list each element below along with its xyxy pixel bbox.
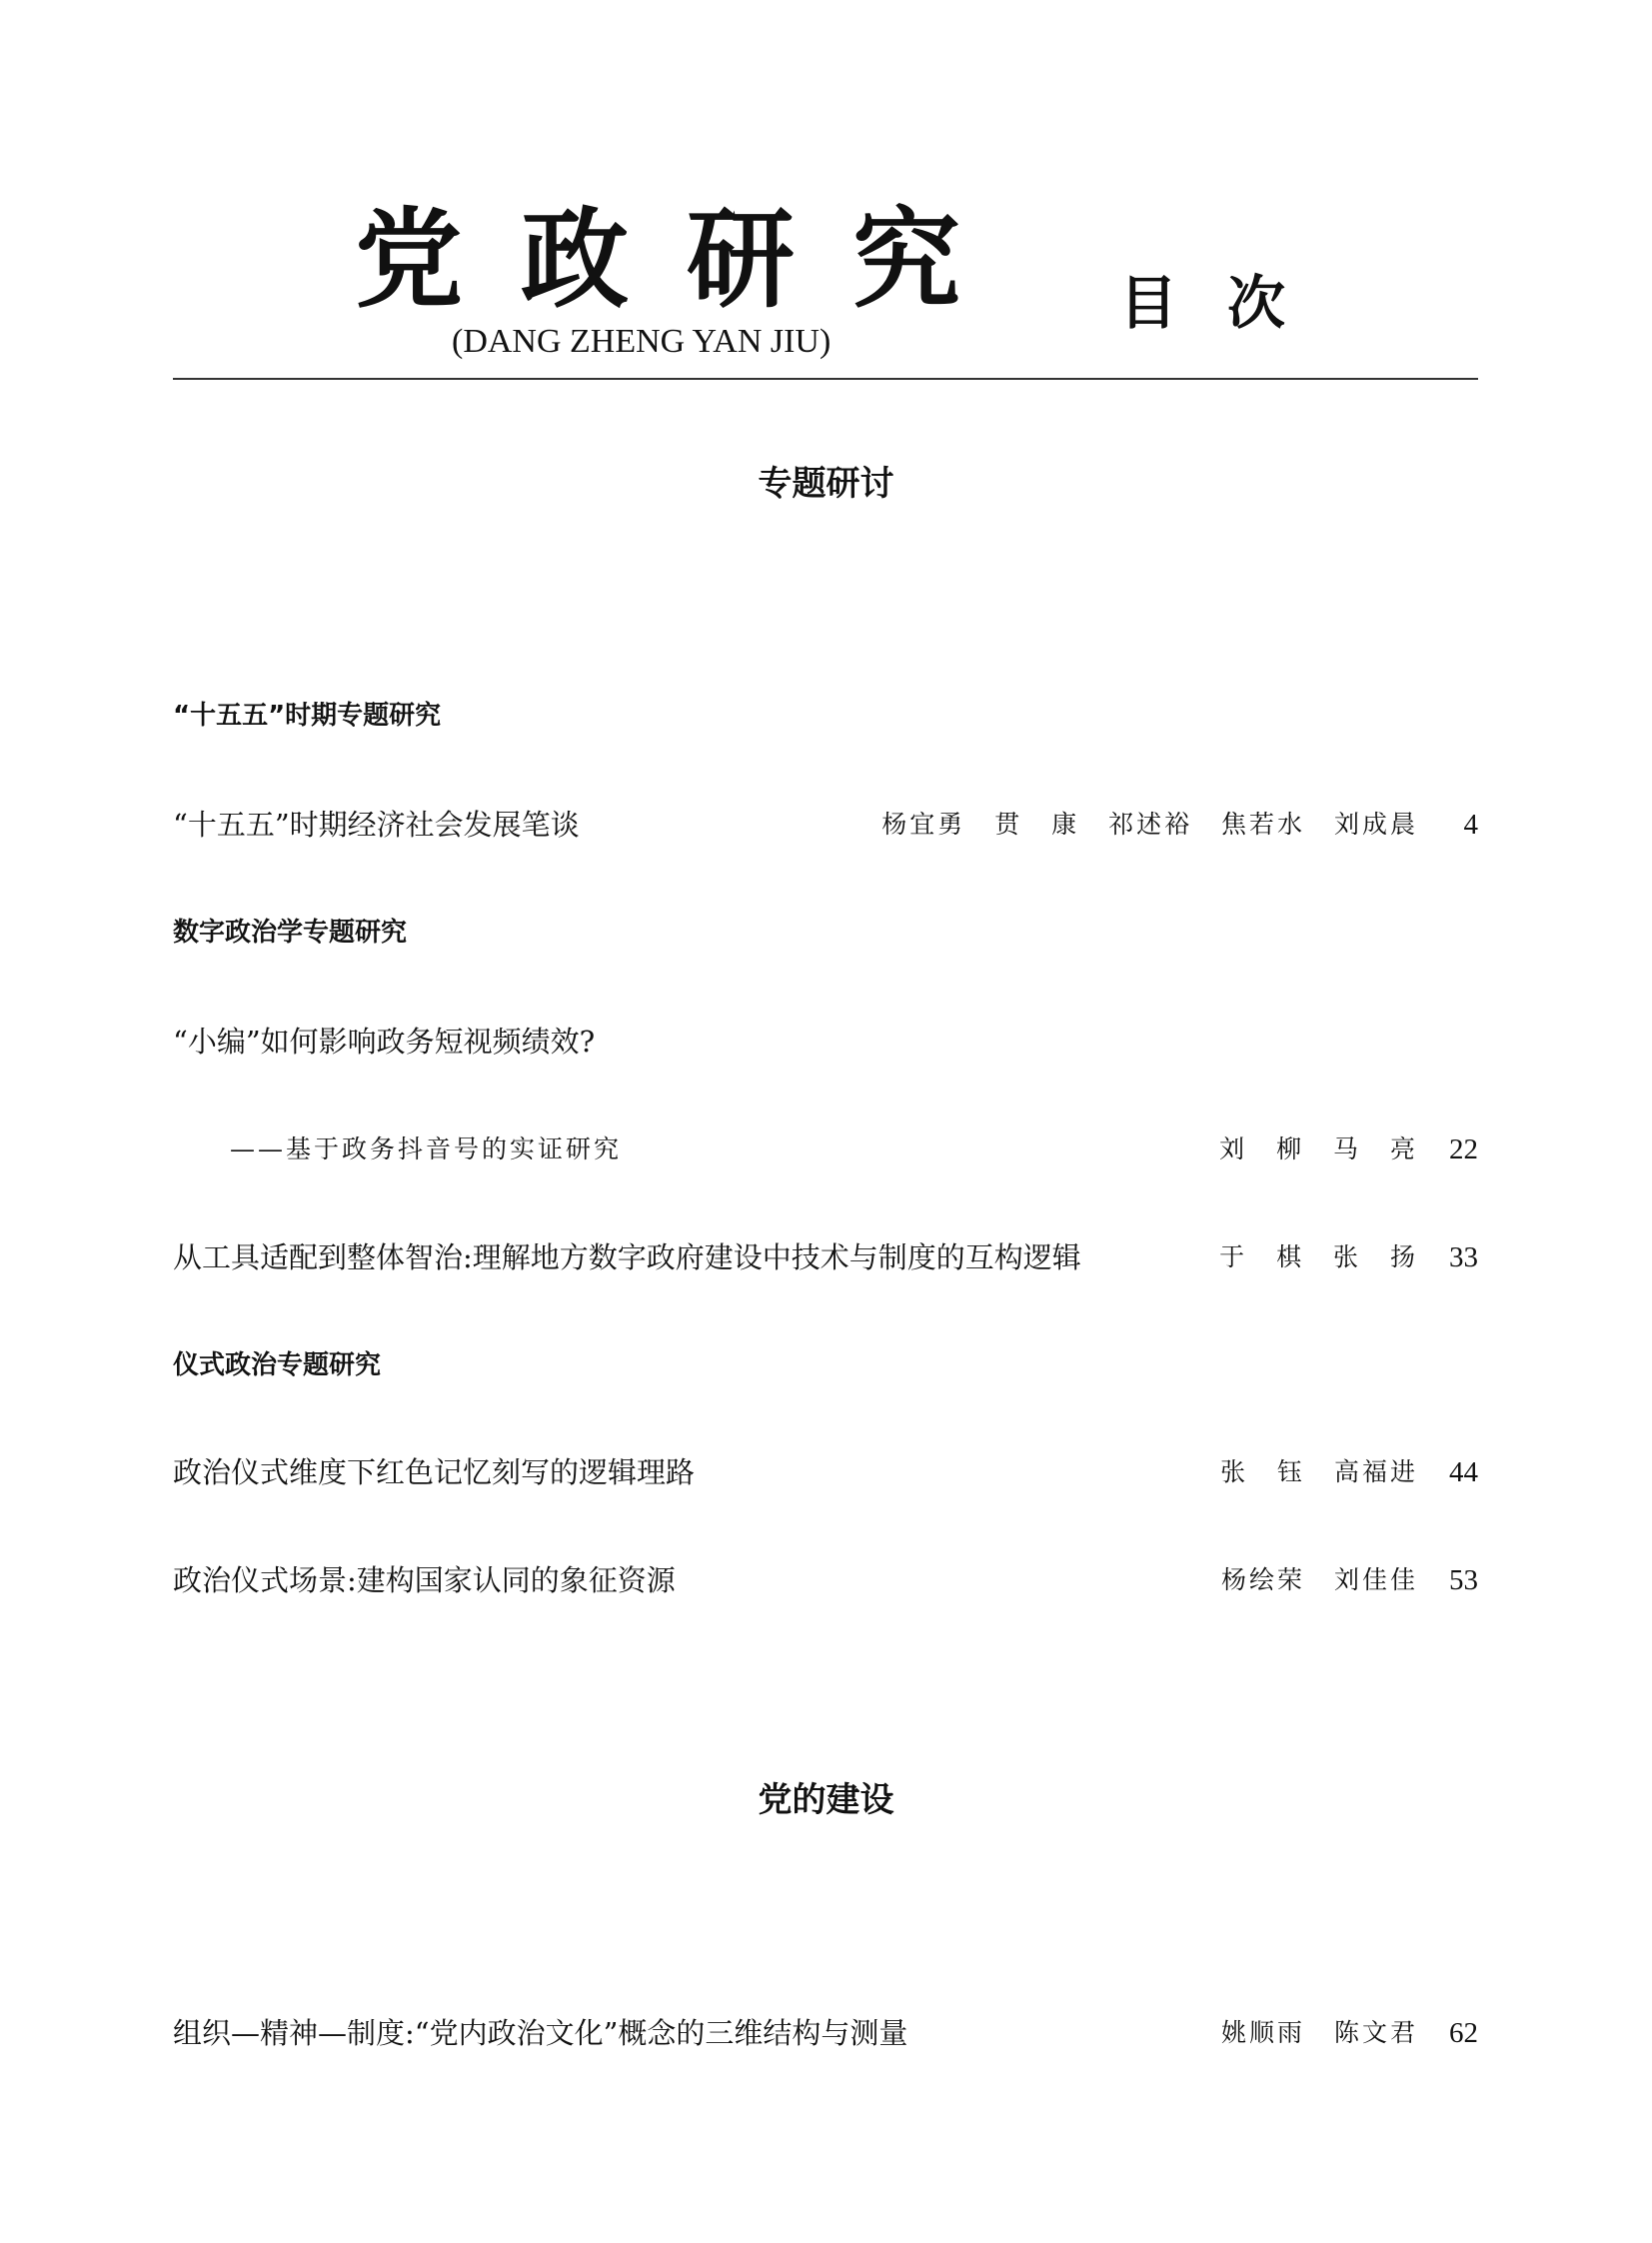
group-heading-15th-five-year: “十五五”时期专题研究 [173,701,442,731]
entry-title[interactable]: “小编”如何影响政务短视频绩效? [173,1025,596,1059]
entry-authors: 张 钰 高福进 [1220,1457,1418,1486]
group-heading-digital-politics: 数字政治学专题研究 [173,918,408,948]
entry-title[interactable]: 政治仪式维度下红色记忆刻写的逻辑理路 [173,1455,696,1489]
journal-pinyin: (DANG ZHENG YAN JIU) [452,323,831,360]
toc-entry[interactable] [173,1022,1478,1062]
journal-title: 党政研究 [355,197,1019,323]
entry-authors: 杨宜勇 贯 康 祁述裕 焦若水 刘成晨 [881,810,1418,839]
entry-authors: 姚顺雨 陈文君 [1221,2018,1418,2047]
entry-authors: 杨绘荣 刘佳佳 [1221,1565,1418,1594]
group-heading-ritual-politics: 仪式政治专题研究 [173,1350,382,1380]
entry-authors: 于 棋 张 扬 [1219,1242,1418,1271]
toc-entry[interactable] [173,1452,1478,1492]
entry-page-number: 62 [1449,2017,1478,2049]
toc-entry[interactable] [173,1560,1478,1600]
section-title-party-building: 党的建设 [758,1780,894,1820]
entry-page-number: 33 [1449,1241,1478,1273]
toc-entry-continuation[interactable] [173,1129,1478,1169]
toc-entry[interactable] [173,1237,1478,1277]
entry-page-number: 44 [1449,1456,1478,1488]
entry-title[interactable]: “十五五”时期经济社会发展笔谈 [173,808,580,842]
entry-authors: 刘 柳 马 亮 [1219,1134,1418,1163]
entry-title[interactable]: 从工具适配到整体智治:理解地方数字政府建设中技术与制度的互构逻辑 [173,1240,1081,1274]
toc-entry[interactable] [173,805,1478,845]
masthead-divider [173,378,1478,380]
entry-title[interactable]: 组织—精神—制度:“党内政治文化”概念的三维结构与测量 [173,2016,908,2050]
entry-title[interactable]: 政治仪式场景:建构国家认同的象征资源 [173,1563,676,1597]
toc-entry[interactable] [173,2013,1478,2053]
entry-page-number: 22 [1449,1133,1478,1165]
entry-subtitle[interactable]: ——基于政务抖音号的实证研究 [230,1134,623,1163]
toc-label: 目次 [1119,269,1336,337]
entry-page-number: 53 [1449,1564,1478,1596]
entry-page-number: 4 [1463,809,1478,841]
section-title-special-topics: 专题研讨 [758,464,894,504]
